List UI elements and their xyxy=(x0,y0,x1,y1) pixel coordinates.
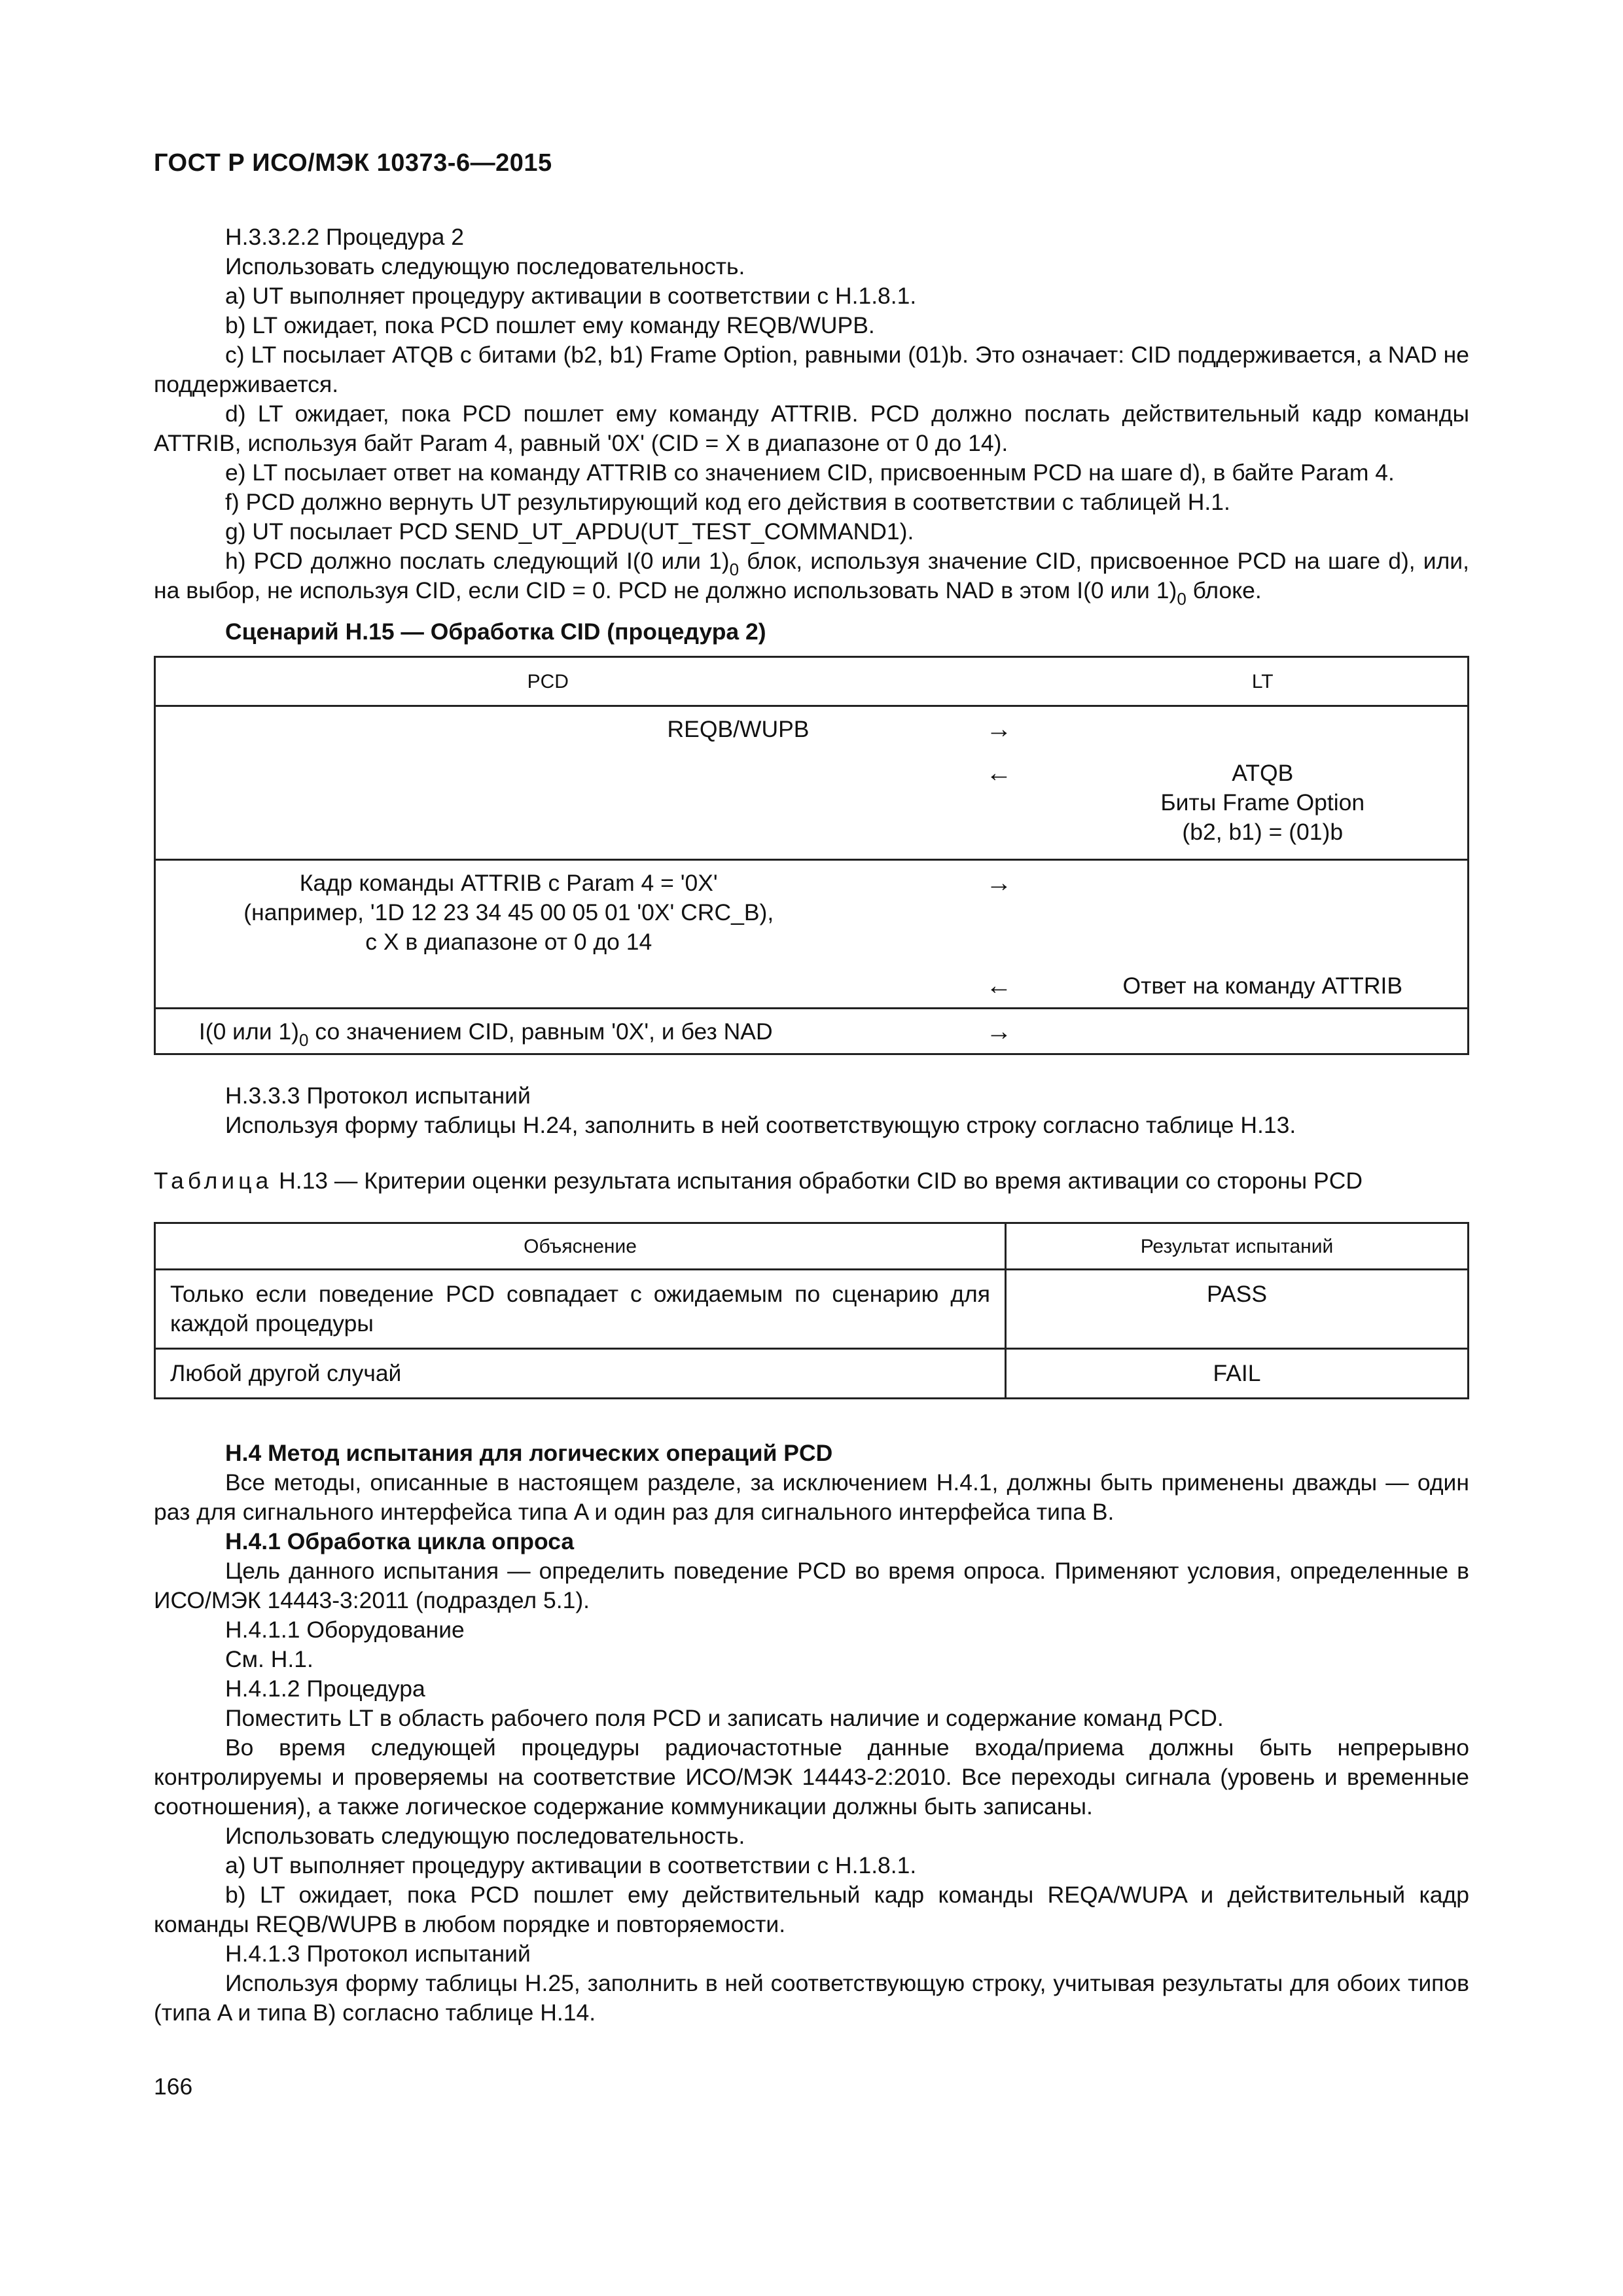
table-row xyxy=(155,860,1469,964)
scenario-table xyxy=(154,656,1469,1055)
paragraph: Цель данного испытания — определить поведение PCD во время опроса. Применяют условия, определенные в ИСО/МЭК 14443-3:2011 (подраздел 5.1). xyxy=(154,1558,1469,1613)
section-heading-h412: H.4.1.2 Процедура xyxy=(225,1676,425,1702)
atqb-label: ATQB xyxy=(1232,760,1294,786)
paragraph: См. H.1. xyxy=(225,1646,313,1672)
table-caption: Таблица H.13 — Критерии оценки результата испытания обработки CID во время активации со стороны PCD xyxy=(154,1168,1363,1194)
column-header-explanation: Объяснение xyxy=(155,1223,1006,1270)
lt-cell xyxy=(1058,751,1469,860)
section-heading-h411: H.4.1.1 Оборудование xyxy=(225,1617,465,1643)
attrib-line-1: Кадр команды ATTRIB с Param 4 = '0X' xyxy=(299,870,718,896)
step-b: b) LT ожидает, пока PCD пошлет ему действительный кадр команды REQA/WUPA и действительный кадр команды REQB/WUPB в любом порядке и повторяемости. xyxy=(154,1882,1469,1937)
column-header-result: Результат испытаний xyxy=(1006,1223,1469,1270)
atqb-frame-option: Биты Frame Option xyxy=(1160,789,1365,816)
lt-cell xyxy=(1058,860,1469,964)
table-row xyxy=(155,1270,1469,1349)
pcd-cell xyxy=(155,963,940,1009)
explanation-cell: Любой другой случай xyxy=(155,1349,1006,1399)
arrow-left-icon: ← xyxy=(940,963,1058,1009)
pcd-cell xyxy=(155,751,940,860)
lt-cell: Ответ на команду ATTRIB xyxy=(1058,963,1469,1009)
step-h: h) PCD должно послать следующий I(0 или $1)_0$ блок, используя значение CID, присвоенное PCD на шаге d), или, на выбор, не используя CID, если CID = 0. PCD не должно использовать NAD в этом I(0 или $1)_0$ блоке. xyxy=(154,548,1469,609)
table-row xyxy=(155,963,1469,1009)
lt-cell xyxy=(1058,1009,1469,1054)
table-row xyxy=(155,1349,1469,1399)
arrow-right-icon: → xyxy=(986,1017,1012,1046)
result-cell: FAIL xyxy=(1006,1349,1469,1399)
arrow-left-icon: ← xyxy=(940,751,1058,860)
table-header-row xyxy=(155,657,1469,706)
step-b: b) LT ожидает, пока PCD пошлет ему команду REQB/WUPB. xyxy=(225,312,875,338)
table-row xyxy=(155,1009,1469,1054)
column-header-arrow xyxy=(940,657,1058,706)
section-heading-h413: H.4.1.3 Протокол испытаний xyxy=(225,1941,531,1967)
table-row xyxy=(155,706,1469,751)
step-a: a) UT выполняет процедуру активации в соответствии с H.1.8.1. xyxy=(225,1852,917,1878)
page-number: 166 xyxy=(154,2073,193,2100)
atqb-bits: (b2, b1) = (01)b xyxy=(1182,819,1344,845)
step-d: d) LT ожидает, пока PCD пошлет ему команду ATTRIB. PCD должно послать действительный кадр команды ATTRIB, используя байт Param 4, равный '0X' (CID = X в диапазоне от 0 до 14). xyxy=(154,401,1469,456)
document-header: ГОСТ Р ИСО/МЭК 10373-6—2015 xyxy=(154,149,552,177)
pcd-cell: REQB/WUPB xyxy=(667,716,810,742)
step-a: a) UT выполняет процедуру активации в соответствии с H.1.8.1. xyxy=(225,283,917,309)
step-c: c) LT посылает ATQB с битами (b2, b1) Frame Option, равными (01)b. Это означает: CID поддерживается, а NAD не поддерживается. xyxy=(154,342,1469,397)
step-g: g) UT посылает PCD SEND_UT_APDU(UT_TEST_COMMAND1). xyxy=(225,518,914,545)
table-header-row xyxy=(155,1223,1469,1270)
table-row xyxy=(155,751,1469,860)
pcd-cell: I(0 или $1)_0$ со значением CID, равным '0X', и без NAD xyxy=(198,1018,773,1050)
paragraph: Поместить LT в область рабочего поля PCD и записать наличие и содержание команд PCD. xyxy=(225,1705,1224,1731)
section-heading-h4: H.4 Метод испытания для логических операций PCD xyxy=(225,1440,833,1466)
scenario-caption: Сценарий H.15 — Обработка CID (процедура 2) xyxy=(225,619,766,645)
section-heading-h41: H.4.1 Обработка цикла опроса xyxy=(225,1528,575,1554)
paragraph: Использовать следующую последовательность. xyxy=(225,1823,745,1849)
paragraph: Используя форму таблицы H.24, заполнить в ней соответствующую строку согласно таблице H.13. xyxy=(225,1112,1296,1138)
lt-cell xyxy=(1058,706,1469,751)
arrow-right-icon: → xyxy=(986,715,1012,744)
document-body xyxy=(154,223,1469,2028)
arrow-right-icon: → xyxy=(986,869,1012,897)
section-heading-h333: H.3.3.3 Протокол испытаний xyxy=(225,1083,531,1109)
step-f: f) PCD должно вернуть UT результирующий код его действия в соответствии с таблицей H.1. xyxy=(225,489,1230,515)
pcd-cell xyxy=(155,860,940,964)
column-header-lt: LT xyxy=(1058,657,1469,706)
column-header-pcd: PCD xyxy=(155,657,940,706)
paragraph: Во время следующей процедуры радиочастотные данные входа/приема должны быть непрерывно контролируемы и проверяемы на соответствие ИСО/МЭК 14443-2:2010. Все переходы сигнала (уровень и временные соотношения), а также логическое содержание коммуникации должны быть записаны. xyxy=(154,1734,1469,1820)
result-cell: PASS xyxy=(1006,1270,1469,1349)
explanation-cell: Только если поведение PCD совпадает с ожидаемым по сценарию для каждой процедуры xyxy=(155,1270,1006,1349)
paragraph: Использовать следующую последовательность. xyxy=(225,253,745,279)
paragraph: Используя форму таблицы H.25, заполнить в ней соответствующую строку, учитывая результаты для обоих типов (типа A и типа B) согласно таблице H.14. xyxy=(154,1970,1469,2026)
paragraph: Все методы, описанные в настоящем разделе, за исключением H.4.1, должны быть применены дважды — один раз для сигнального интерфейса типа A и один раз для сигнального интерфейса типа B. xyxy=(154,1469,1469,1525)
step-e: e) LT посылает ответ на команду ATTRIB со значением CID, присвоенным PCD на шаге d), в байте Param 4. xyxy=(225,459,1395,486)
criteria-table xyxy=(154,1222,1469,1399)
attrib-line-3: с X в диапазоне от 0 до 14 xyxy=(365,929,652,955)
section-heading-h3322: H.3.3.2.2 Процедура 2 xyxy=(225,224,464,250)
attrib-line-2: (например, '1D 12 23 34 45 00 05 01 '0X' CRC_B), xyxy=(243,899,774,925)
